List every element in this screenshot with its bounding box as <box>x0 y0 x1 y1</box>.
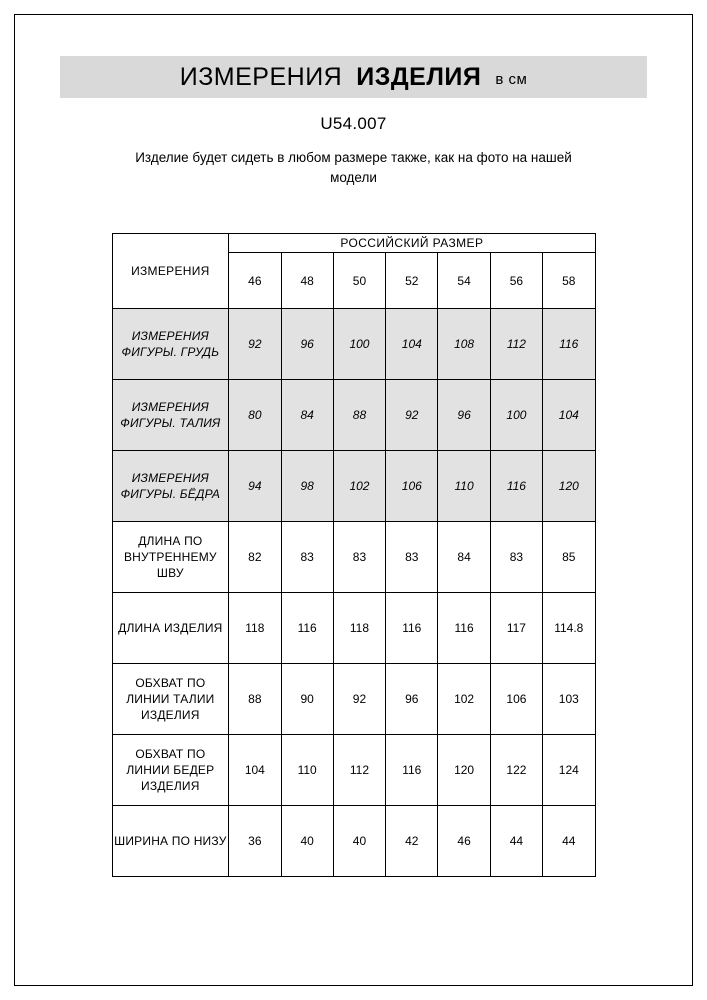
table-cell: 96 <box>386 664 438 735</box>
table-cell: 40 <box>333 806 385 877</box>
table-row <box>112 593 595 664</box>
table-cell: 116 <box>543 309 595 380</box>
table-cell: 104 <box>229 735 281 806</box>
table-cell: 40 <box>281 806 333 877</box>
table-row <box>112 664 595 735</box>
table-size-header-56: 56 <box>490 253 542 309</box>
table-cell: 114.8 <box>543 593 595 664</box>
table-cell: 106 <box>490 664 542 735</box>
table-cell: 120 <box>543 451 595 522</box>
table-cell: 96 <box>281 309 333 380</box>
table-size-header-50: 50 <box>333 253 385 309</box>
table-row-label: ИЗМЕРЕНИЯ ФИГУРЫ. ГРУДЬ <box>112 309 229 380</box>
table-cell: 100 <box>490 380 542 451</box>
size-chart-table <box>112 233 596 877</box>
table-corner-header: ИЗМЕРЕНИЯ <box>112 234 229 309</box>
table-cell: 112 <box>490 309 542 380</box>
table-cell: 44 <box>543 806 595 877</box>
table-cell: 106 <box>386 451 438 522</box>
table-size-header-52: 52 <box>386 253 438 309</box>
title-product: ИЗДЕЛИЯ <box>356 62 482 91</box>
table-cell: 83 <box>386 522 438 593</box>
table-cell: 84 <box>438 522 490 593</box>
title-units: в см <box>495 71 528 88</box>
table-cell: 90 <box>281 664 333 735</box>
document-content <box>22 22 685 877</box>
table-cell: 104 <box>386 309 438 380</box>
table-cell: 98 <box>281 451 333 522</box>
table-cell: 44 <box>490 806 542 877</box>
table-cell: 92 <box>229 309 281 380</box>
table-cell: 103 <box>543 664 595 735</box>
table-cell: 112 <box>333 735 385 806</box>
table-row-label: ИЗМЕРЕНИЯ ФИГУРЫ. БЁДРА <box>112 451 229 522</box>
table-row <box>112 806 595 877</box>
table-cell: 100 <box>333 309 385 380</box>
table-cell: 120 <box>438 735 490 806</box>
table-cell: 85 <box>543 522 595 593</box>
table-size-header-46: 46 <box>229 253 281 309</box>
table-cell: 116 <box>386 593 438 664</box>
table-cell: 104 <box>543 380 595 451</box>
table-cell: 116 <box>281 593 333 664</box>
table-cell: 116 <box>438 593 490 664</box>
table-row-label: ОБХВАТ ПО ЛИНИИ БЕДЕР ИЗДЕЛИЯ <box>112 735 229 806</box>
table-row-label: ИЗМЕРЕНИЯ ФИГУРЫ. ТАЛИЯ <box>112 380 229 451</box>
table-cell: 82 <box>229 522 281 593</box>
table-cell: 102 <box>333 451 385 522</box>
table-cell: 36 <box>229 806 281 877</box>
table-cell: 92 <box>386 380 438 451</box>
table-row-label: ШИРИНА ПО НИЗУ <box>112 806 229 877</box>
table-row <box>112 380 595 451</box>
table-cell: 116 <box>386 735 438 806</box>
fit-note: Изделие будет сидеть в любом размере также, как на фото на нашей модели <box>135 150 572 185</box>
table-cell: 116 <box>490 451 542 522</box>
table-size-header-54: 54 <box>438 253 490 309</box>
table-cell: 80 <box>229 380 281 451</box>
table-cell: 118 <box>229 593 281 664</box>
document-title-bar <box>60 56 647 98</box>
table-group-header-row <box>112 234 595 253</box>
table-cell: 122 <box>490 735 542 806</box>
table-cell: 46 <box>438 806 490 877</box>
table-cell: 118 <box>333 593 385 664</box>
table-cell: 88 <box>229 664 281 735</box>
table-cell: 83 <box>333 522 385 593</box>
title-measurements: ИЗМЕРЕНИЯ <box>179 62 343 91</box>
table-cell: 94 <box>229 451 281 522</box>
table-size-header-48: 48 <box>281 253 333 309</box>
table-row <box>112 451 595 522</box>
table-group-header: РОССИЙСКИЙ РАЗМЕР <box>229 234 595 253</box>
table-cell: 42 <box>386 806 438 877</box>
table-cell: 110 <box>438 451 490 522</box>
table-row-label: ДЛИНА ИЗДЕЛИЯ <box>112 593 229 664</box>
table-row-label: ОБХВАТ ПО ЛИНИИ ТАЛИИ ИЗДЕЛИЯ <box>112 664 229 735</box>
table-cell: 88 <box>333 380 385 451</box>
table-row <box>112 309 595 380</box>
article-code: U54.007 <box>320 114 387 133</box>
table-cell: 124 <box>543 735 595 806</box>
table-cell: 84 <box>281 380 333 451</box>
table-cell: 102 <box>438 664 490 735</box>
table-cell: 83 <box>281 522 333 593</box>
table-cell: 110 <box>281 735 333 806</box>
table-cell: 96 <box>438 380 490 451</box>
table-cell: 108 <box>438 309 490 380</box>
table-cell: 92 <box>333 664 385 735</box>
table-cell: 117 <box>490 593 542 664</box>
table-cell: 83 <box>490 522 542 593</box>
table-row <box>112 735 595 806</box>
table-row-label: ДЛИНА ПО ВНУТРЕННЕМУ ШВУ <box>112 522 229 593</box>
table-row <box>112 522 595 593</box>
table-size-header-58: 58 <box>543 253 595 309</box>
